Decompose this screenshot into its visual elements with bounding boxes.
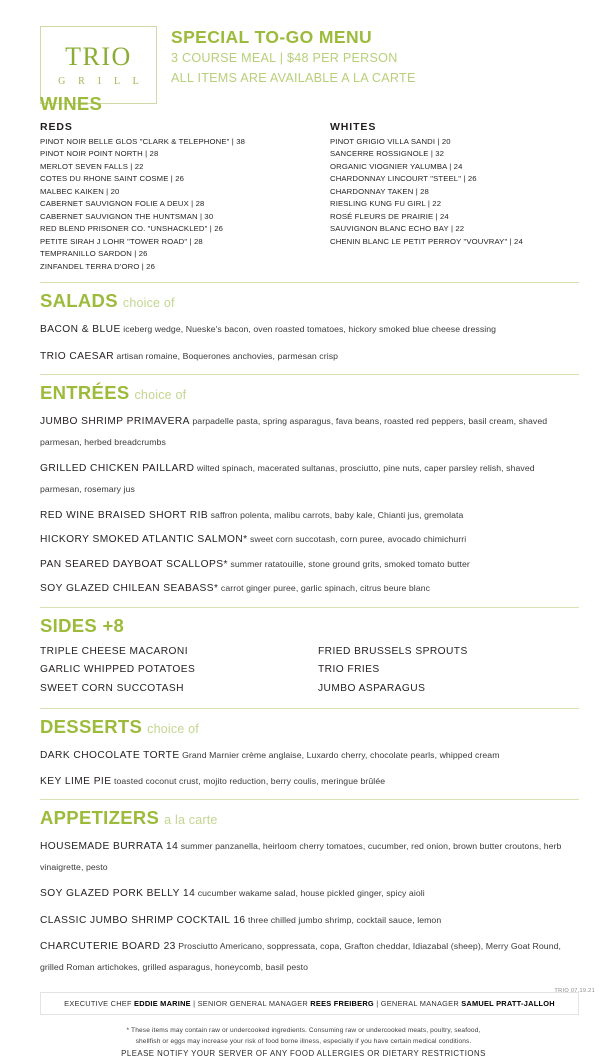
list-item: SWEET CORN SUCCOTASH <box>40 682 184 694</box>
list-item: ROSÉ FLEURS DE PRAIRIE | 24 <box>330 211 449 221</box>
list-item: SAUVIGNON BLANC ECHO BAY | 22 <box>330 224 465 234</box>
menu-header <box>0 0 607 86</box>
dish-name: SOY GLAZED CHILEAN SEABASS* <box>40 583 219 595</box>
list-item <box>40 835 575 876</box>
disclaimer-line-1: * These items may contain raw or undercooked ingredients. Consuming raw or undercooked meats, poultry, seafood, <box>126 1027 481 1035</box>
dish-name: TRIO CAESAR <box>40 350 115 362</box>
desserts-note: choice of <box>147 721 199 736</box>
gm-role: | GENERAL MANAGER <box>373 999 462 1009</box>
page-title: SPECIAL TO-GO MENU <box>171 26 373 47</box>
appetizers-note: a la carte <box>164 813 218 828</box>
staff-credit-line <box>41 999 578 1008</box>
list-item: MERLOT SEVEN FALLS | 22 <box>40 161 144 171</box>
section-divider <box>40 607 579 608</box>
dish-description: summer ratatouille, stone ground grits, smoked tomato butter <box>227 558 470 569</box>
sgm-role: | SENIOR GENERAL MANAGER <box>190 999 311 1009</box>
list-item: TEMPRANILLO SARDON | 26 <box>40 249 148 259</box>
list-item: MALBEC KAIKEN | 20 <box>40 186 120 196</box>
disclaimer-line-2: shellfish or eggs may increase your risk of food borne illness, especially if you have certain medical conditions. <box>135 1037 472 1045</box>
sgm-name: REES FREIBERG <box>310 999 374 1009</box>
dish-name: PAN SEARED DAYBOAT SCALLOPS* <box>40 558 228 570</box>
section-divider <box>40 374 579 375</box>
staff-credit-box <box>40 992 579 1015</box>
dish-name: DARK CHOCOLATE TORTE <box>40 749 180 761</box>
dish-name: HOUSEMADE BURRATA 14 <box>40 841 179 853</box>
dish-name: CHARCUTERIE BOARD 23 <box>40 941 176 953</box>
dish-name: BACON & BLUE <box>40 324 121 336</box>
dish-name: RED WINE BRAISED SHORT RIB <box>40 509 209 521</box>
list-item <box>40 457 575 498</box>
entrees-heading <box>40 384 575 403</box>
appetizers-title: APPETIZERS <box>40 807 160 829</box>
reds-heading: REDS <box>40 121 73 133</box>
list-item: RED BLEND PRISONER CO. "UNSHACKLED" | 26 <box>40 224 224 234</box>
list-item: FRIED BRUSSELS SPROUTS <box>318 645 468 657</box>
dish-name: CLASSIC JUMBO SHRIMP COCKTAIL 16 <box>40 914 246 926</box>
dish-description: carrot ginger puree, garlic spinach, citrus beure blanc <box>218 583 431 594</box>
dish-description: artisan romaine, Boquerones anchovies, parmesan crisp <box>114 350 339 361</box>
dish-description: summer panzanella, heirloom cherry tomatoes, cucumber, red onion, brown butter croutons, herb vinaigrette, pesto <box>40 841 562 872</box>
list-item: PINOT GRIGIO VILLA SANDI | 20 <box>330 137 451 146</box>
section-divider <box>40 282 579 283</box>
list-item <box>40 410 575 451</box>
section-sides <box>0 614 607 699</box>
dish-name: SOY GLAZED PORK BELLY 14 <box>40 888 196 900</box>
header-subtitle-alacarte: ALL ITEMS ARE AVAILABLE A LA CARTE <box>171 71 416 86</box>
document-code: TRIO 07.19.21 <box>554 988 595 994</box>
exec-chef-role: EXECUTIVE CHEF <box>64 999 135 1009</box>
logo-secondary-text: G R I L L <box>58 75 144 87</box>
list-item: ZINFANDEL TERRA D'ORO | 26 <box>40 261 156 271</box>
dish-name: JUMBO SHRIMP PRIMAVERA <box>40 416 190 428</box>
header-subtitle-price: 3 COURSE MEAL | $48 PER PERSON <box>171 50 398 65</box>
section-divider <box>40 799 579 800</box>
list-item <box>40 528 575 548</box>
disclaimer-notify-line: PLEASE NOTIFY YOUR SERVER OF ANY FOOD ALLERGIES OR DIETARY RESTRICTIONS <box>121 1048 486 1058</box>
list-item: CHENIN BLANC LE PETIT PERROY "VOUVRAY" | 24 <box>330 236 523 246</box>
dish-description: iceberg wedge, Nueske's bacon, oven roasted tomatoes, hickory smoked blue cheese dressing <box>120 324 497 335</box>
dish-description: saffron polenta, malibu carrots, baby kale, Chianti jus, gremolata <box>208 509 464 520</box>
dish-name: HICKORY SMOKED ATLANTIC SALMON* <box>40 534 248 546</box>
list-item: CABERNET SAUVIGNON FOLIE A DEUX | 28 <box>40 199 205 209</box>
section-divider <box>40 708 579 709</box>
sides-left-column <box>40 643 318 699</box>
list-item: JUMBO ASPARAGUS <box>318 682 426 694</box>
dish-description: sweet corn succotash, corn puree, avocado chimichurri <box>247 534 467 545</box>
dish-name: GRILLED CHICKEN PAILLARD <box>40 463 195 475</box>
salads-note: choice of <box>122 296 175 311</box>
wines-columns <box>40 121 575 273</box>
desserts-title: DESSERTS <box>40 715 143 737</box>
exec-chef-name: EDDIE MARINE <box>134 999 191 1009</box>
whites-heading: WHITES <box>330 121 377 133</box>
list-item: CHARDONNAY LINCOURT "STEEL" | 26 <box>330 174 477 184</box>
list-item <box>40 770 575 790</box>
list-item <box>40 577 575 597</box>
section-wines <box>0 95 607 273</box>
logo-primary-text: TRIO <box>65 41 132 71</box>
sides-right-column <box>318 643 468 699</box>
list-item <box>40 318 575 338</box>
list-item: RIESLING KUNG FU GIRL | 22 <box>330 199 442 209</box>
dish-description: wilted spinach, macerated sultanas, prosciutto, pine nuts, caper parsley relish, shaved parmesan, rosemary jus <box>40 463 535 494</box>
list-item: TRIO FRIES <box>318 664 380 676</box>
entrees-title: ENTRÉES <box>40 382 130 404</box>
section-appetizers <box>0 809 607 976</box>
dish-description: Prosciutto Americano, soppressata, copa, Grafton cheddar, Idiazabal (sheep), Merry Goat Round, grilled Roman artichokes, grilled asparagus, honeycomb, basil pesto <box>40 941 562 972</box>
list-item <box>40 744 575 764</box>
salads-heading <box>40 292 575 311</box>
list-item <box>40 345 575 365</box>
list-item: PINOT NOIR BELLE GLOS "CLARK & TELEPHONE" | 38 <box>40 137 246 146</box>
list-item: TRIPLE CHEESE MACARONI <box>40 645 189 657</box>
sides-columns <box>40 643 575 699</box>
dish-description: toasted coconut crust, mojito reduction, berry coulis, meringue brûlée <box>111 776 386 786</box>
sides-heading <box>40 614 575 636</box>
dish-description: cucumber wakame salad, house pickled ginger, spicy aioli <box>195 888 425 899</box>
list-item: CHARDONNAY TAKEN | 28 <box>330 186 429 196</box>
list-item: COTES DU RHONE SAINT COSME | 26 <box>40 174 185 184</box>
salads-title: SALADS <box>40 290 118 312</box>
wines-whites-column <box>330 121 580 273</box>
header-text-block <box>157 26 416 86</box>
section-desserts <box>0 715 607 791</box>
list-item: CABERNET SAUVIGNON THE HUNTSMAN | 30 <box>40 211 214 221</box>
section-salads <box>0 292 607 365</box>
gm-name: SAMUEL PRATT-JALLOH <box>461 999 555 1009</box>
wines-title: WINES <box>40 93 103 114</box>
appetizers-heading <box>40 809 575 828</box>
allergy-disclaimer <box>0 1026 607 1060</box>
list-item: SANCERRE ROSSIGNOLE | 32 <box>330 149 445 159</box>
entrees-note: choice of <box>134 388 187 403</box>
dish-description: Grand Marnier crème anglaise, Luxardo cherry, chocolate pearls, whipped cream <box>179 749 500 760</box>
list-item <box>40 935 575 976</box>
list-item: PINOT NOIR POINT NORTH | 28 <box>40 149 159 159</box>
wines-reds-column <box>40 121 330 273</box>
dish-name: KEY LIME PIE <box>40 776 112 787</box>
list-item <box>40 909 575 929</box>
list-item: ORGANIC VIOGNIER YALUMBA | 24 <box>330 161 463 171</box>
dish-description: three chilled jumbo shrimp, cocktail sauce, lemon <box>245 914 442 925</box>
list-item: PETITE SIRAH J LOHR "TOWER ROAD" | 28 <box>40 236 203 246</box>
sides-title: SIDES +8 <box>40 614 125 636</box>
list-item <box>40 553 575 573</box>
list-item <box>40 504 575 524</box>
section-entrees <box>0 384 607 598</box>
list-item <box>40 882 575 902</box>
dish-description: parpadelle pasta, spring asparagus, fava beans, roasted red peppers, basil cream, shaved parmesan, herbed breadcrumbs <box>40 416 548 447</box>
desserts-heading <box>40 715 575 737</box>
list-item: GARLIC WHIPPED POTATOES <box>40 664 196 676</box>
